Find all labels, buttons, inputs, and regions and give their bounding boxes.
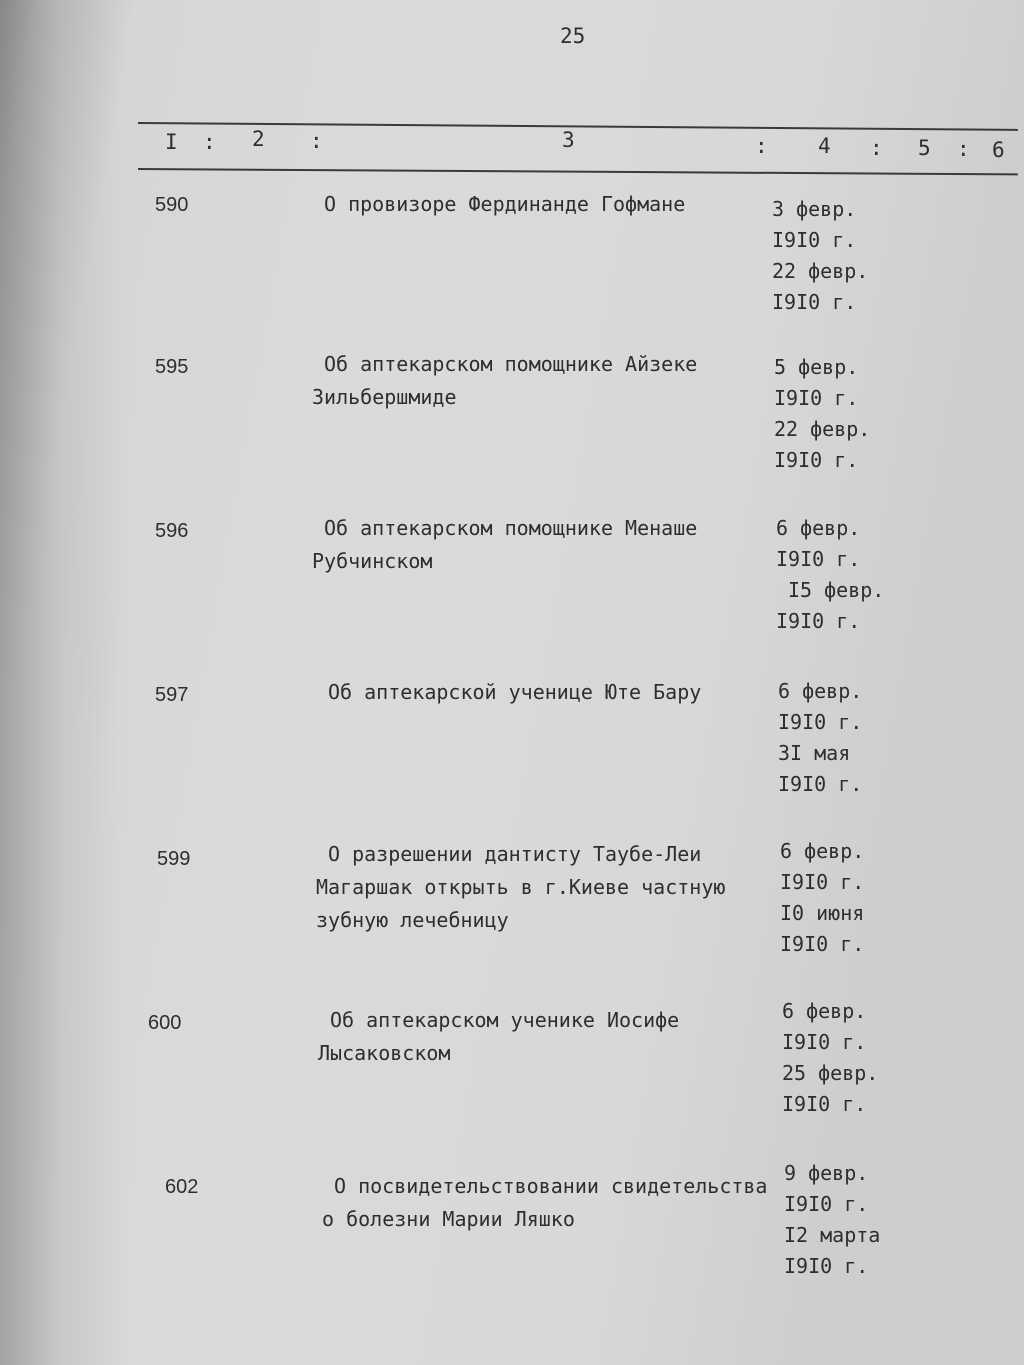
header-rule-top (138, 122, 1018, 131)
date-start-year: I9I0 г. (776, 547, 861, 571)
header-col-5: 5 (918, 136, 931, 160)
header-sep-3: : (755, 134, 768, 158)
date-start: 5 февр. (774, 355, 859, 379)
header-col-1: I (165, 130, 178, 154)
entry-title: О провизоре Фердинанде Гофмане (324, 192, 686, 216)
header-col-4: 4 (818, 134, 831, 158)
entry-title: Об аптекарской ученице Юте Бару (328, 680, 702, 704)
date-end: 22 февр. (774, 417, 871, 441)
entry-dates (778, 676, 862, 800)
date-end: I0 июня (780, 901, 865, 925)
header-sep-4: : (870, 136, 883, 160)
date-end: 3I мая (778, 741, 851, 765)
date-start-year: I9I0 г. (780, 870, 865, 894)
header-col-2: 2 (252, 127, 265, 151)
date-start-year: I9I0 г. (772, 228, 857, 252)
date-end-year: I9I0 г. (784, 1254, 869, 1278)
header-col-6: 6 (992, 138, 1005, 162)
entry-dates (772, 194, 868, 318)
date-end: I5 февр. (788, 578, 885, 602)
header-rule-bottom (138, 168, 1018, 175)
date-start: 6 февр. (782, 999, 867, 1023)
entry-title: Об аптекарском помощнике Айзеке Зильбершмиде (312, 352, 698, 409)
entry-title: О разрешении дантисту Таубе-Леи Магаршак открыть в г.Киеве частную зубную лечебницу (316, 842, 726, 932)
date-start: 6 февр. (776, 516, 861, 540)
book-fold-shadow (0, 0, 130, 1365)
entry-dates (780, 836, 864, 960)
date-end-year: I9I0 г. (776, 609, 861, 633)
date-start-year: I9I0 г. (782, 1030, 867, 1054)
page-number: 25 (560, 24, 586, 48)
entry-number: 596 (155, 520, 189, 542)
header-col-3: 3 (562, 128, 575, 152)
entry-number: 590 (155, 194, 189, 216)
entry-number: 597 (155, 684, 189, 706)
date-start: 3 февр. (772, 197, 857, 221)
date-end-year: I9I0 г. (778, 772, 863, 796)
entry-title: О посвидетельствовании свидетельства о болезни Марии Ляшко (322, 1174, 768, 1231)
entry-title: Об аптекарском помощнике Менаше Рубчинском (312, 516, 698, 573)
entry-dates (784, 1158, 880, 1282)
date-start-year: I9I0 г. (784, 1192, 869, 1216)
date-end: I2 марта (784, 1223, 881, 1247)
entry-dates (776, 513, 884, 637)
date-end: 25 февр. (782, 1061, 879, 1085)
entry-number: 599 (157, 848, 191, 870)
date-end-year: I9I0 г. (774, 448, 859, 472)
entry-number: 600 (148, 1012, 182, 1034)
header-sep-2: : (310, 129, 323, 153)
header-sep-1: : (203, 130, 216, 154)
entry-number: 602 (165, 1176, 199, 1198)
entry-dates (782, 996, 878, 1120)
date-end: 22 февр. (772, 259, 869, 283)
date-end-year: I9I0 г. (780, 932, 865, 956)
date-end-year: I9I0 г. (782, 1092, 867, 1116)
date-start-year: I9I0 г. (778, 710, 863, 734)
entry-dates (774, 352, 870, 476)
entry-title: Об аптекарском ученике Иосифе Лысаковском (318, 1008, 680, 1065)
date-start-year: I9I0 г. (774, 386, 859, 410)
date-start: 6 февр. (778, 679, 863, 703)
date-start: 6 февр. (780, 839, 865, 863)
header-sep-5: : (957, 137, 970, 161)
date-end-year: I9I0 г. (772, 290, 857, 314)
entry-number: 595 (155, 356, 189, 378)
date-start: 9 февр. (784, 1161, 869, 1185)
